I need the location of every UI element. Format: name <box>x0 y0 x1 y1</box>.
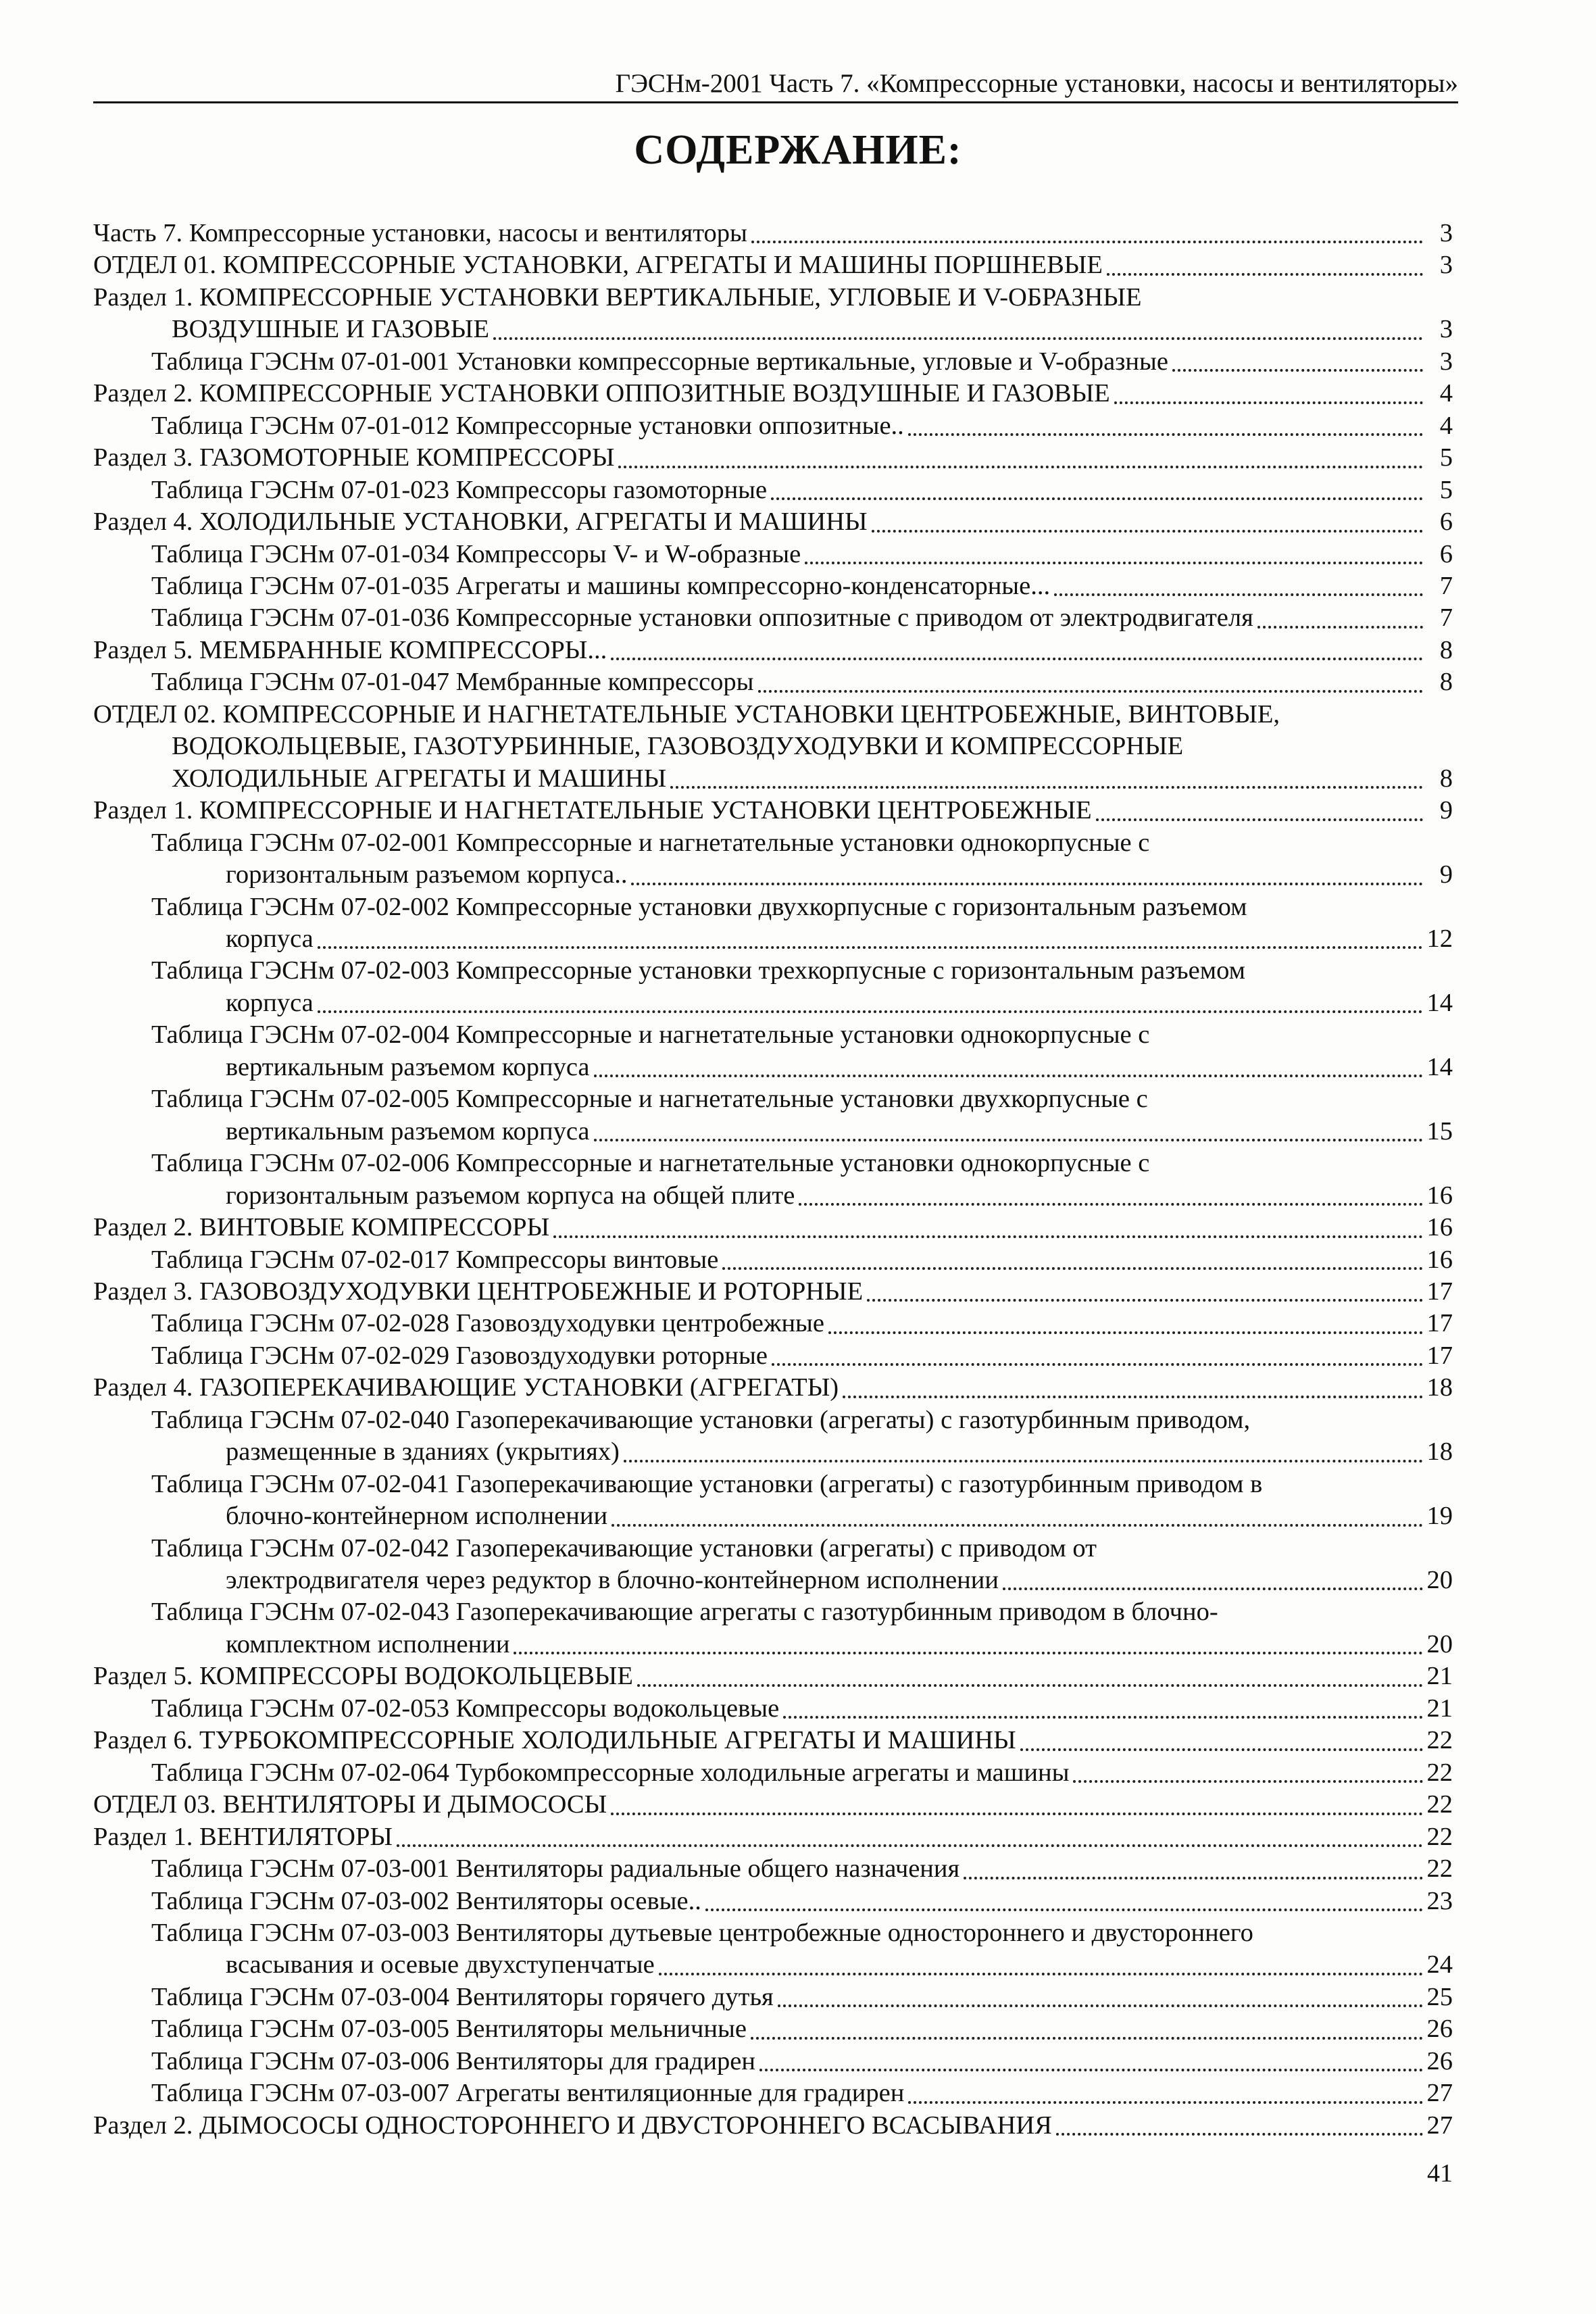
toc-entry <box>93 2110 1453 2142</box>
toc-page-number: 26 <box>1426 2046 1453 2075</box>
toc-page-number: 21 <box>1426 1694 1453 1723</box>
toc-page-number: 3 <box>1439 251 1453 280</box>
toc-entry-text: Таблица ГЭСНм 07-01-034 Компрессоры V- и W-образные <box>151 539 801 568</box>
toc-entry-text: Раздел 5. КОМПРЕССОРЫ ВОДОКОЛЬЦЕВЫЕ <box>93 1662 633 1691</box>
toc-entry <box>93 1949 1453 1981</box>
toc-entry-text: Таблица ГЭСНм 07-03-002 Вентиляторы осевые.. <box>151 1886 701 1915</box>
dot-leader <box>618 466 1423 468</box>
dot-leader <box>611 1813 1422 1815</box>
toc-page-number: 4 <box>1439 379 1453 408</box>
toc-entry <box>93 2077 1453 2109</box>
toc-entry <box>93 378 1453 410</box>
table-of-contents <box>93 218 1453 2142</box>
toc-entry-text: Часть 7. Компрессорные установки, насосы и вентиляторы <box>93 219 747 247</box>
toc-entry <box>93 795 1453 827</box>
header-rule <box>93 101 1458 103</box>
toc-page-number: 19 <box>1426 1502 1453 1531</box>
toc-entry-text: Таблица ГЭСНм 07-01-023 Компрессоры газомоторные <box>151 475 768 504</box>
dot-leader <box>1073 1780 1422 1783</box>
toc-entry-text: вертикальным разъемом корпуса <box>226 1052 590 1081</box>
toc-page-number: 22 <box>1426 1822 1453 1851</box>
toc-entry-text: Таблица ГЭСНм 07-02-017 Компрессоры винтовые <box>151 1245 719 1274</box>
toc-entry <box>93 1340 1453 1372</box>
toc-entry <box>93 1500 1453 1532</box>
dot-leader <box>771 497 1423 500</box>
dot-leader <box>493 337 1423 340</box>
toc-entry <box>93 1244 1453 1276</box>
page-title: СОДЕРЖАНИЕ: <box>634 127 962 173</box>
toc-entry <box>93 763 1453 795</box>
dot-leader <box>783 1716 1422 1719</box>
toc-entry <box>93 1789 1453 1821</box>
toc-page-number: 9 <box>1439 860 1453 889</box>
toc-entry <box>93 218 1453 249</box>
toc-entry <box>93 2013 1453 2045</box>
dot-leader <box>758 690 1423 693</box>
toc-page-number: 3 <box>1439 219 1453 247</box>
toc-entry <box>93 314 1453 345</box>
toc-page-number: 14 <box>1426 988 1453 1017</box>
toc-page-number: 24 <box>1426 1950 1453 1979</box>
toc-page-number: 8 <box>1439 635 1453 664</box>
toc-entry <box>93 1757 1453 1789</box>
toc-entry-text: ОТДЕЛ 01. КОМПРЕССОРНЫЕ УСТАНОВКИ, АГРЕГАТЫ И МАШИНЫ ПОРШНЕВЫЕ <box>93 251 1103 280</box>
dot-leader <box>1172 369 1423 372</box>
toc-page-number: 22 <box>1426 1854 1453 1884</box>
dot-leader <box>759 2069 1423 2071</box>
dot-leader <box>751 2037 1423 2040</box>
toc-page-number: 22 <box>1426 1758 1453 1787</box>
toc-entry-text: Таблица ГЭСНм 07-01-036 Компрессорные установки оппозитные с приводом от электродвигателя <box>151 604 1253 633</box>
toc-entry <box>93 666 1453 698</box>
toc-entry <box>93 1693 1453 1725</box>
toc-entry <box>93 1052 1453 1083</box>
toc-entry-text: Таблица ГЭСНм 07-01-035 Агрегаты и машины компрессорно-конденсаторные... <box>151 571 1051 600</box>
toc-entry <box>93 539 1453 570</box>
dot-leader <box>612 1524 1422 1527</box>
toc-entry-text: Таблица ГЭСНм 07-03-005 Вентиляторы мельничные <box>151 2015 747 2044</box>
toc-entry-text: блочно-контейнерном исполнении <box>226 1502 608 1531</box>
toc-entry-text: Раздел 4. ГАЗОПЕРЕКАЧИВАЮЩИЕ УСТАНОВКИ (АГРЕГАТЫ) <box>93 1373 839 1402</box>
toc-entry-text: Таблица ГЭСНм 07-02-002 Компрессорные установки двухкорпусные с горизонтальным разъемом <box>151 892 1247 921</box>
toc-entry-text: корпуса <box>226 924 314 953</box>
toc-entry <box>93 1116 1453 1148</box>
toc-page-number: 14 <box>1426 1052 1453 1081</box>
toc-entry-text: горизонтальным разъемом корпуса.. <box>226 860 628 889</box>
toc-entry <box>93 1660 1453 1692</box>
dot-leader <box>1056 2133 1423 2136</box>
toc-entry <box>93 474 1453 506</box>
toc-entry <box>93 1853 1453 1885</box>
toc-page-number: 3 <box>1439 315 1453 344</box>
toc-entry-text: Раздел 2. ВИНТОВЫЕ КОМПРЕССОРЫ <box>93 1213 550 1242</box>
toc-entry-text: ХОЛОДИЛЬНЫЕ АГРЕГАТЫ И МАШИНЫ <box>172 764 667 793</box>
toc-entry-text: Таблица ГЭСНм 07-02-042 Газоперекачивающие установки (агрегаты) с приводом от <box>151 1533 1097 1562</box>
toc-page-number: 27 <box>1426 2111 1453 2140</box>
toc-page-number: 8 <box>1439 764 1453 793</box>
toc-entry <box>93 1565 1453 1596</box>
dot-leader <box>670 786 1423 789</box>
dot-leader <box>705 1909 1423 1911</box>
dot-leader <box>772 1363 1423 1366</box>
toc-entry <box>93 987 1453 1019</box>
toc-page-number: 25 <box>1426 1982 1453 2011</box>
dot-leader <box>1020 1748 1423 1751</box>
toc-entry <box>93 1725 1453 1756</box>
toc-entry-text: Таблица ГЭСНм 07-02-043 Газоперекачивающие агрегаты с газотурбинным приводом в блочно- <box>151 1598 1218 1627</box>
toc-entry-text: Таблица ГЭСНм 07-03-001 Вентиляторы радиальные общего назначения <box>151 1854 960 1884</box>
toc-entry-text: Таблица ГЭСНм 07-02-040 Газоперекачивающие установки (агрегаты) с газотурбинным приводом, <box>151 1405 1251 1434</box>
toc-entry-text: Раздел 2. КОМПРЕССОРНЫЕ УСТАНОВКИ ОППОЗИТНЫЕ ВОЗДУШНЫЕ И ГАЗОВЫЕ <box>93 379 1110 408</box>
toc-entry-text: ВОЗДУШНЫЕ И ГАЗОВЫЕ <box>172 315 489 344</box>
toc-entry <box>93 635 1453 666</box>
toc-entry-text: Таблица ГЭСНм 07-03-003 Вентиляторы дутьевые центробежные одностороннего и двустороннего <box>151 1919 1253 1948</box>
toc-page-number: 18 <box>1426 1373 1453 1402</box>
toc-page-number: 9 <box>1439 796 1453 825</box>
toc-page-number: 17 <box>1426 1341 1453 1370</box>
toc-page-number: 7 <box>1439 571 1453 600</box>
toc-entry-text: горизонтальным разъемом корпуса на общей плите <box>226 1181 795 1210</box>
toc-entry <box>93 506 1453 538</box>
dot-leader <box>637 1684 1423 1687</box>
toc-page-number: 16 <box>1426 1213 1453 1242</box>
toc-entry <box>93 1629 1453 1660</box>
toc-entry-text: всасывания и осевые двухступенчатые <box>226 1950 655 1979</box>
toc-entry <box>93 1180 1453 1212</box>
dot-leader <box>594 1075 1423 1077</box>
toc-entry-text: Таблица ГЭСНм 07-02-003 Компрессорные установки трехкорпусные с горизонтальным разъемом <box>151 956 1245 985</box>
toc-page-number: 5 <box>1439 475 1453 504</box>
toc-entry <box>93 1372 1453 1404</box>
dot-leader <box>872 530 1423 533</box>
toc-entry-text: Раздел 2. ДЫМОСОСЫ ОДНОСТОРОННЕГО И ДВУСТОРОННЕГО ВСАСЫВАНИЯ <box>93 2111 1052 2140</box>
toc-entry-text: вертикальным разъемом корпуса <box>226 1116 590 1146</box>
toc-page-number: 18 <box>1426 1437 1453 1467</box>
dot-leader <box>799 1203 1422 1206</box>
dot-leader <box>514 1652 1422 1654</box>
dot-leader <box>1107 273 1423 276</box>
toc-entry-text: размещенные в зданиях (укрытиях) <box>226 1437 620 1467</box>
toc-entry-text: комплектном исполнении <box>226 1629 510 1658</box>
toc-page-number: 15 <box>1426 1116 1453 1146</box>
toc-entry-text: Таблица ГЭСНм 07-02-029 Газовоздуходувки роторные <box>151 1341 768 1370</box>
dot-leader <box>751 241 1423 243</box>
dot-leader <box>778 2004 1423 2007</box>
dot-leader <box>659 1973 1423 1975</box>
dot-leader <box>722 1267 1422 1270</box>
dot-leader <box>867 1299 1422 1302</box>
toc-entry <box>93 1981 1453 2013</box>
toc-page-number: 20 <box>1426 1566 1453 1595</box>
toc-page-number: 22 <box>1426 1726 1453 1755</box>
toc-entry-text: Таблица ГЭСНм 07-02-005 Компрессорные и нагнетательные установки двухкорпусные с <box>151 1085 1148 1114</box>
dot-leader <box>318 1010 1423 1013</box>
dot-leader <box>631 883 1423 885</box>
toc-entry-text: Раздел 1. ВЕНТИЛЯТОРЫ <box>93 1822 393 1851</box>
toc-entry-text: Раздел 4. ХОЛОДИЛЬНЫЕ УСТАНОВКИ, АГРЕГАТЫ И МАШИНЫ <box>93 508 868 537</box>
toc-entry-text: Таблица ГЭСНм 07-02-001 Компрессорные и нагнетательные установки однокорпусные с <box>151 828 1150 857</box>
dot-leader <box>624 1460 1423 1462</box>
toc-entry <box>93 1276 1453 1308</box>
toc-entry-text: Раздел 3. ГАЗОВОЗДУХОДУВКИ ЦЕНТРОБЕЖНЫЕ И РОТОРНЫЕ <box>93 1277 864 1306</box>
toc-page-number: 3 <box>1439 347 1453 376</box>
toc-entry <box>93 410 1453 442</box>
toc-page-number: 20 <box>1426 1629 1453 1658</box>
toc-entry <box>93 923 1453 955</box>
toc-page-number: 23 <box>1426 1886 1453 1915</box>
toc-entry <box>93 442 1453 474</box>
toc-entry <box>93 570 1453 602</box>
toc-entry-text: Таблица ГЭСНм 07-02-006 Компрессорные и нагнетательные установки однокорпусные с <box>151 1149 1150 1178</box>
toc-entry-text: Таблица ГЭСНм 07-01-012 Компрессорные установки оппозитные.. <box>151 411 904 440</box>
toc-entry-text: электродвигателя через редуктор в блочно-контейнерном исполнении <box>226 1566 999 1595</box>
toc-page-number: 21 <box>1426 1662 1453 1691</box>
toc-entry-text: Таблица ГЭСНм 07-02-028 Газовоздуходувки центробежные <box>151 1309 824 1338</box>
toc-entry-text: Раздел 1. КОМПРЕССОРНЫЕ УСТАНОВКИ ВЕРТИКАЛЬНЫЕ, УГЛОВЫЕ И V-ОБРАЗНЫЕ <box>93 282 1142 312</box>
dot-leader <box>553 1235 1422 1238</box>
dot-leader <box>1114 401 1423 404</box>
toc-page-number: 7 <box>1439 604 1453 633</box>
dot-leader <box>1003 1587 1423 1590</box>
dot-leader <box>964 1877 1422 1879</box>
toc-entry-text: Таблица ГЭСНм 07-03-007 Агрегаты вентиляционные для градирен <box>151 2079 905 2108</box>
toc-entry-text: Раздел 3. ГАЗОМОТОРНЫЕ КОМПРЕССОРЫ <box>93 443 615 472</box>
toc-entry-text: Таблица ГЭСНм 07-03-006 Вентиляторы для градирен <box>151 2046 755 2075</box>
toc-page-number: 4 <box>1439 411 1453 440</box>
dot-leader <box>908 433 1423 436</box>
toc-page-number: 6 <box>1439 508 1453 537</box>
toc-entry <box>93 2046 1453 2077</box>
toc-entry <box>93 1212 1453 1244</box>
toc-page-number: 22 <box>1426 1790 1453 1819</box>
toc-entry-text: ОТДЕЛ 03. ВЕНТИЛЯТОРЫ И ДЫМОСОСЫ <box>93 1790 607 1819</box>
dot-leader <box>318 946 1423 949</box>
toc-entry <box>93 1821 1453 1853</box>
toc-page-number: 6 <box>1439 539 1453 568</box>
toc-entry-text: ВОДОКОЛЬЦЕВЫЕ, ГАЗОТУРБИННЫЕ, ГАЗОВОЗДУХОДУВКИ И КОМПРЕССОРНЫЕ <box>172 732 1184 761</box>
toc-entry-text: корпуса <box>226 988 314 1017</box>
toc-page-number: 17 <box>1426 1309 1453 1338</box>
toc-entry-text: Таблица ГЭСНм 07-02-041 Газоперекачивающие установки (агрегаты) с газотурбинным приводом в <box>151 1469 1263 1498</box>
toc-entry-text: Раздел 6. ТУРБОКОМПРЕССОРНЫЕ ХОЛОДИЛЬНЫЕ АГРЕГАТЫ И МАШИНЫ <box>93 1726 1016 1755</box>
running-header: ГЭСНм-2001 Часть 7. «Компрессорные установки, насосы и вентиляторы» <box>615 69 1458 98</box>
toc-entry-text: Таблица ГЭСНм 07-03-004 Вентиляторы горячего дутья <box>151 1982 774 2011</box>
toc-entry-text: Таблица ГЭСНм 07-01-047 Мембранные компрессоры <box>151 668 754 697</box>
toc-entry-text: Раздел 1. КОМПРЕССОРНЫЕ И НАГНЕТАТЕЛЬНЫЕ УСТАНОВКИ ЦЕНТРОБЕЖНЫЕ <box>93 796 1092 825</box>
dot-leader <box>397 1844 1423 1847</box>
dot-leader <box>908 2101 1422 2104</box>
dot-leader <box>843 1396 1422 1398</box>
toc-page-number: 27 <box>1426 2079 1453 2108</box>
toc-entry <box>93 1308 1453 1339</box>
dot-leader <box>1096 818 1423 821</box>
toc-entry-text: Таблица ГЭСНм 07-01-001 Установки компрессорные вертикальные, угловые и V-образные <box>151 347 1168 376</box>
toc-page-number: 12 <box>1426 924 1453 953</box>
toc-entry-text: Таблица ГЭСНм 07-02-053 Компрессоры водокольцевые <box>151 1694 780 1723</box>
toc-page-number: 26 <box>1426 2015 1453 2044</box>
toc-entry <box>93 249 1453 281</box>
toc-page-number: 5 <box>1439 443 1453 472</box>
page-number: 41 <box>1427 2159 1453 2188</box>
dot-leader <box>1257 626 1423 629</box>
toc-page-number: 8 <box>1439 668 1453 697</box>
toc-entry <box>93 1886 1453 1917</box>
toc-entry <box>93 859 1453 891</box>
toc-page-number: 17 <box>1426 1277 1453 1306</box>
dot-leader <box>805 562 1423 564</box>
toc-entry-text: Таблица ГЭСНм 07-02-004 Компрессорные и нагнетательные установки однокорпусные с <box>151 1020 1150 1050</box>
toc-page-number: 16 <box>1426 1181 1453 1210</box>
toc-entry-text: Раздел 5. МЕМБРАННЫЕ КОМПРЕССОРЫ... <box>93 635 607 664</box>
toc-entry-text: Таблица ГЭСНм 07-02-064 Турбокомпрессорные холодильные агрегаты и машины <box>151 1758 1070 1787</box>
toc-entry <box>93 602 1453 634</box>
toc-entry-text: ОТДЕЛ 02. КОМПРЕССОРНЫЕ И НАГНЕТАТЕЛЬНЫЕ УСТАНОВКИ ЦЕНТРОБЕЖНЫЕ, ВИНТОВЫЕ, <box>93 699 1280 729</box>
dot-leader <box>594 1139 1423 1141</box>
toc-page-number: 16 <box>1426 1245 1453 1274</box>
toc-entry <box>93 1436 1453 1468</box>
toc-entry <box>93 346 1453 378</box>
dot-leader <box>1054 593 1423 596</box>
dot-leader <box>611 658 1423 660</box>
dot-leader <box>828 1331 1423 1334</box>
